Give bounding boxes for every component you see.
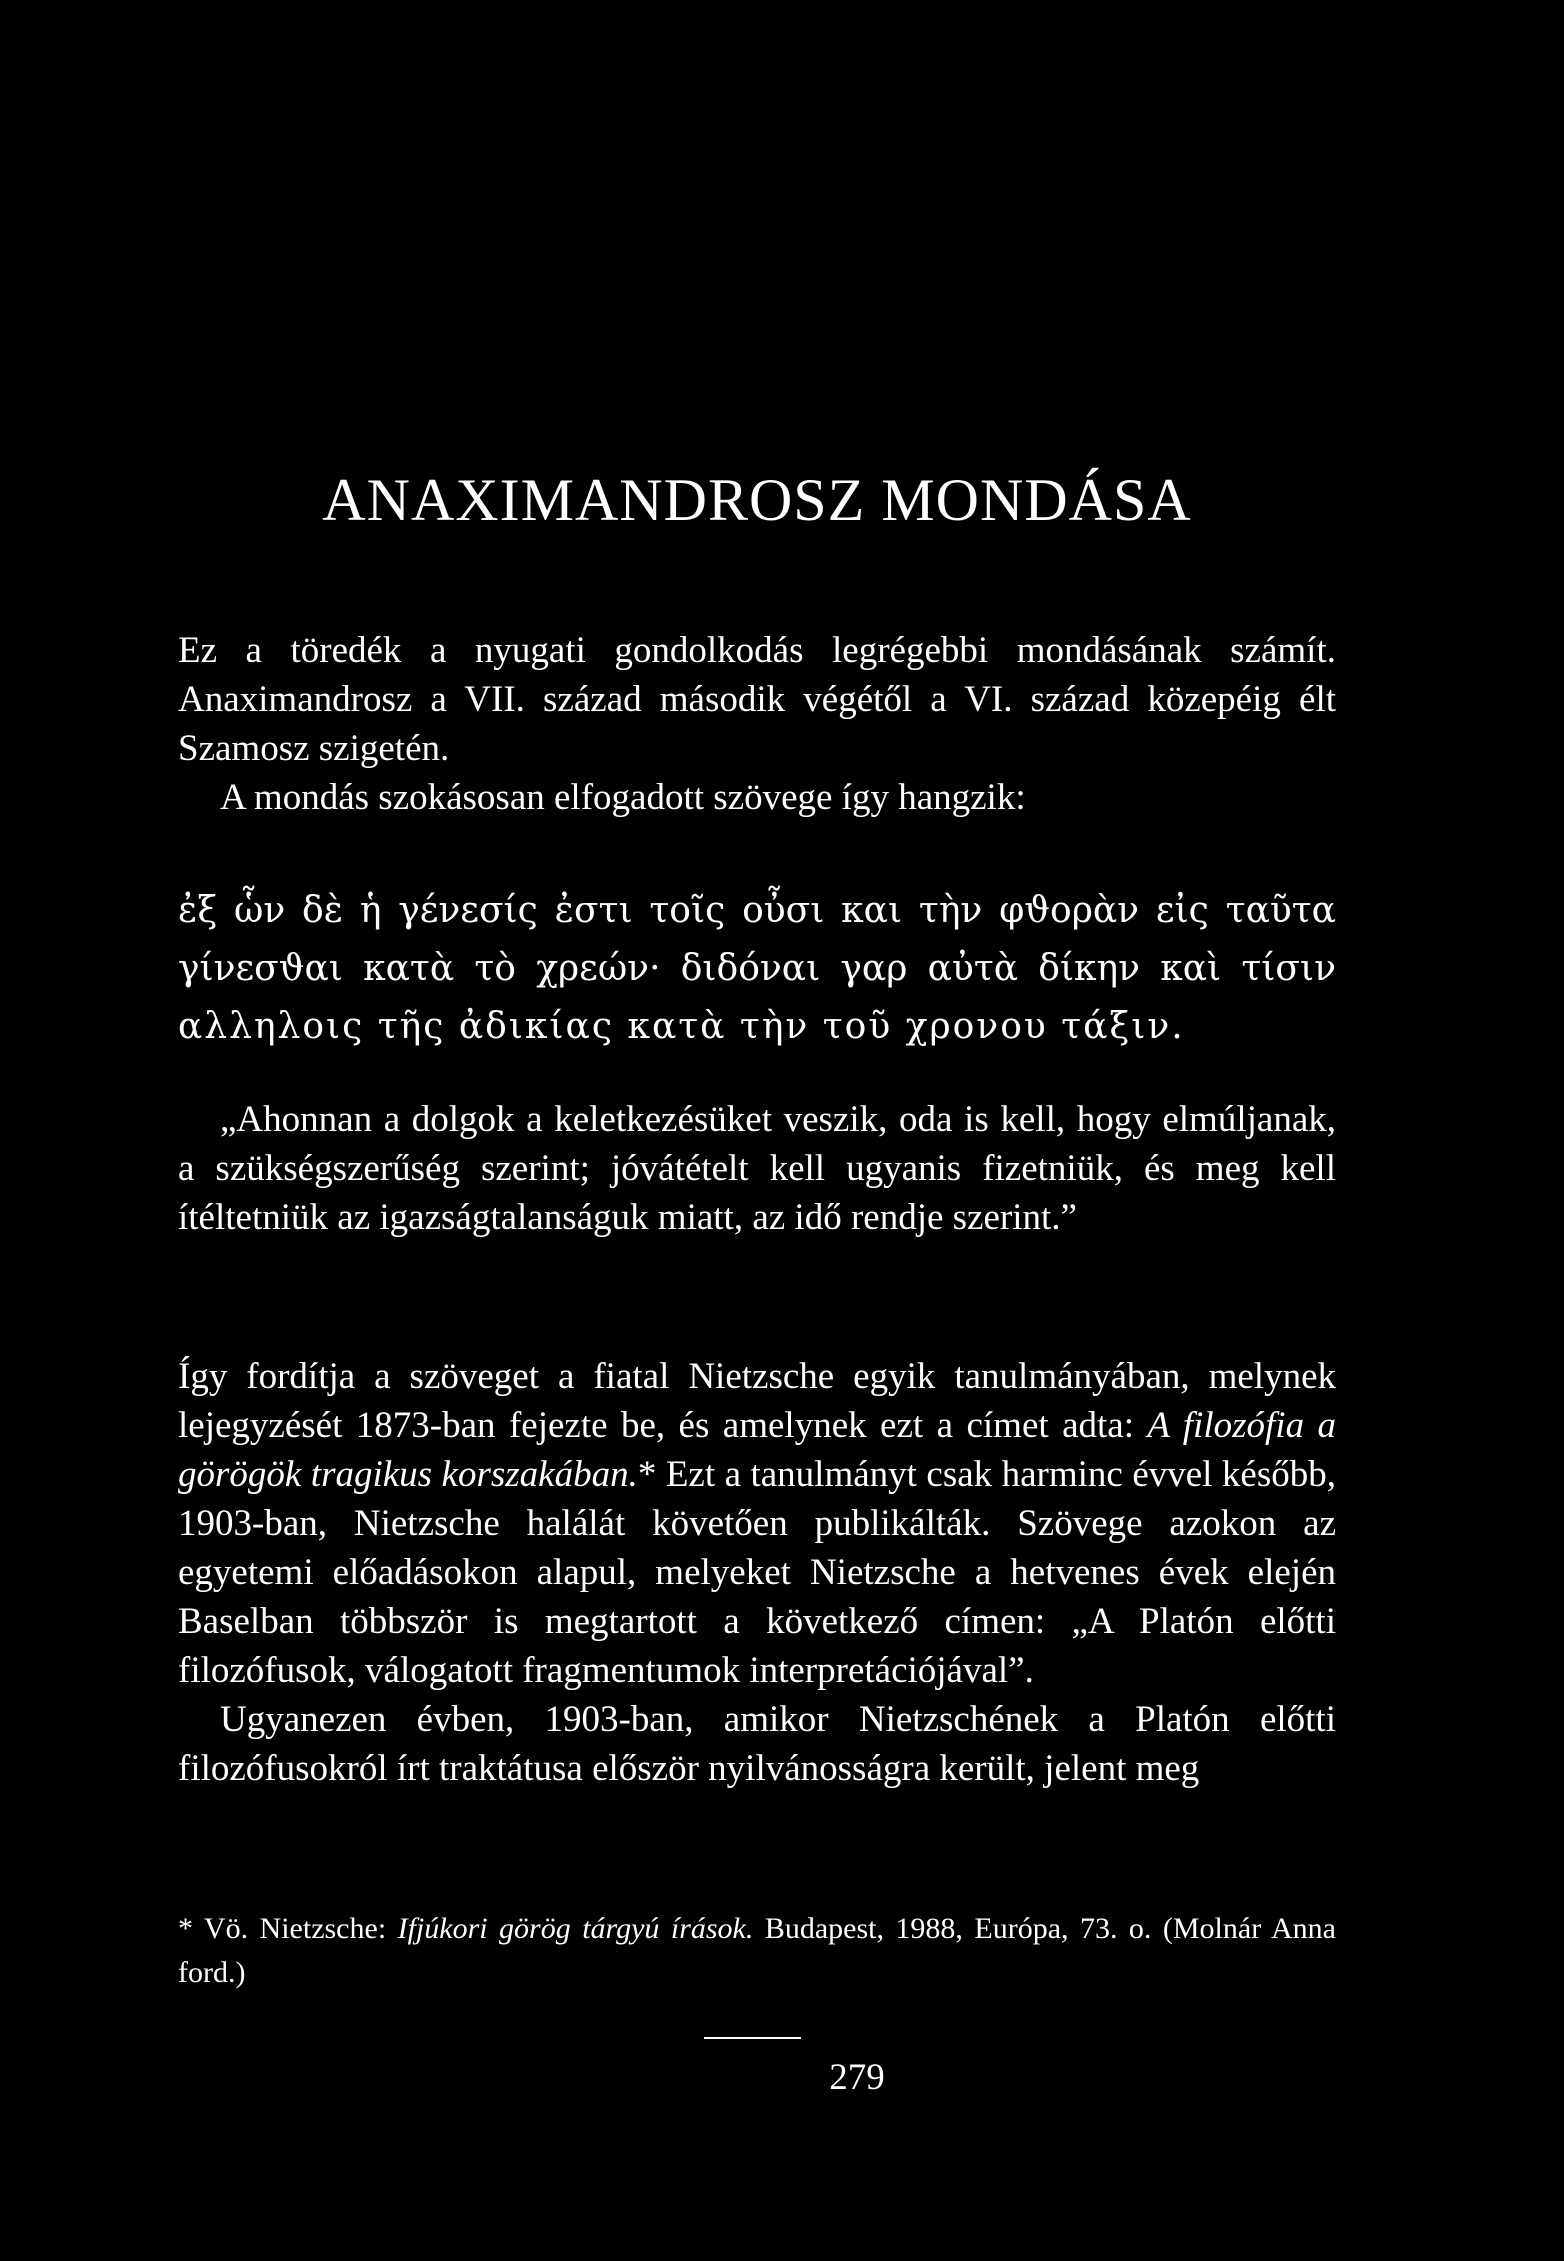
work-title: A filozófia a görögök tragikus korszakában. — [178, 1405, 1336, 1495]
chapter-title: ANAXIMANDROSZ MONDÁSA — [322, 467, 1192, 533]
footnote — [178, 1907, 1336, 1995]
page-number: 279 — [829, 2057, 885, 2098]
intro-paragraph: Ez a töredék a nyugati gondolkodás legrégebbi mondásának számít. Anaximandrosz a VII. század második végétől a VI. század közepéig élt Szamosz szigetén. — [178, 630, 1336, 769]
greek-line-2: γίνεσϑαι κατὰ τὸ χρεών· διδόναι γαρ αὐτὰ δίκην καὶ τίσιν — [178, 948, 1336, 989]
page-number-rule — [704, 2037, 801, 2039]
translation-quote: „Ahonnan a dolgok a keletkezésüket veszik, oda is kell, hogy elmúljanak, a szükségszerűség szerint; jóvátételt kell ugyanis fizetniük, és meg kell ítéltetniük az igazságtalanságuk miatt, az idő rendje szerint.” — [178, 1099, 1336, 1238]
footnote-book-title: Ifjúkori görög tárgyú írások. — [397, 1912, 754, 1945]
footnote-prefix: * Vö. Nietzsche: — [178, 1912, 398, 1945]
body-paragraph-2: Ugyanezen évben, 1903-ban, amikor Nietzschének a Platón előtti filozófusokról írt traktátusa először nyilvánosságra került, jelent meg — [178, 1699, 1336, 1789]
intro-greek-lead: A mondás szokásosan elfogadott szövege így hangzik: — [220, 777, 1026, 818]
intro-text — [178, 626, 1336, 822]
body-paragraph-1 — [178, 1352, 1336, 1695]
greek-fragment — [178, 882, 1336, 1056]
greek-line-1: ἐξ ὧν δὲ ἡ γένεσίς ἐστι τοῖς οὖσι και τὴν φϑορὰν εἰς ταῦτα — [178, 890, 1336, 931]
footnote-suffix: Budapest, 1988, Európa, 73. o. (Molnár Anna ford.) — [178, 1912, 1336, 1989]
body-paragraph-1-start: Így fordítja a szöveget a fiatal Nietzsche egyik tanulmányában, melynek lejegyzését 1873-ban fejezte be, és amelynek ezt a címet adta: — [178, 1356, 1336, 1446]
body-paragraph-1-end: * Ezt a tanulmányt csak harminc évvel később, 1903-ban, Nietzsche halálát követően publikálták. Szövege azokon az egyetemi előadásokon alapul, melyeket Nietzsche a hetvenes évek elején Baselban többször is megtartott a következő címen: „A Platón előtti filozófusok, válogatott fragmentumok interpretációjával”. — [178, 1454, 1336, 1691]
book-page — [178, 0, 1336, 2261]
greek-line-3: αλληλοις τῆς ἀδικίας κατὰ τὴν τοῦ χρονου τάξιν. — [178, 1006, 1185, 1047]
body-text — [178, 1352, 1336, 1793]
